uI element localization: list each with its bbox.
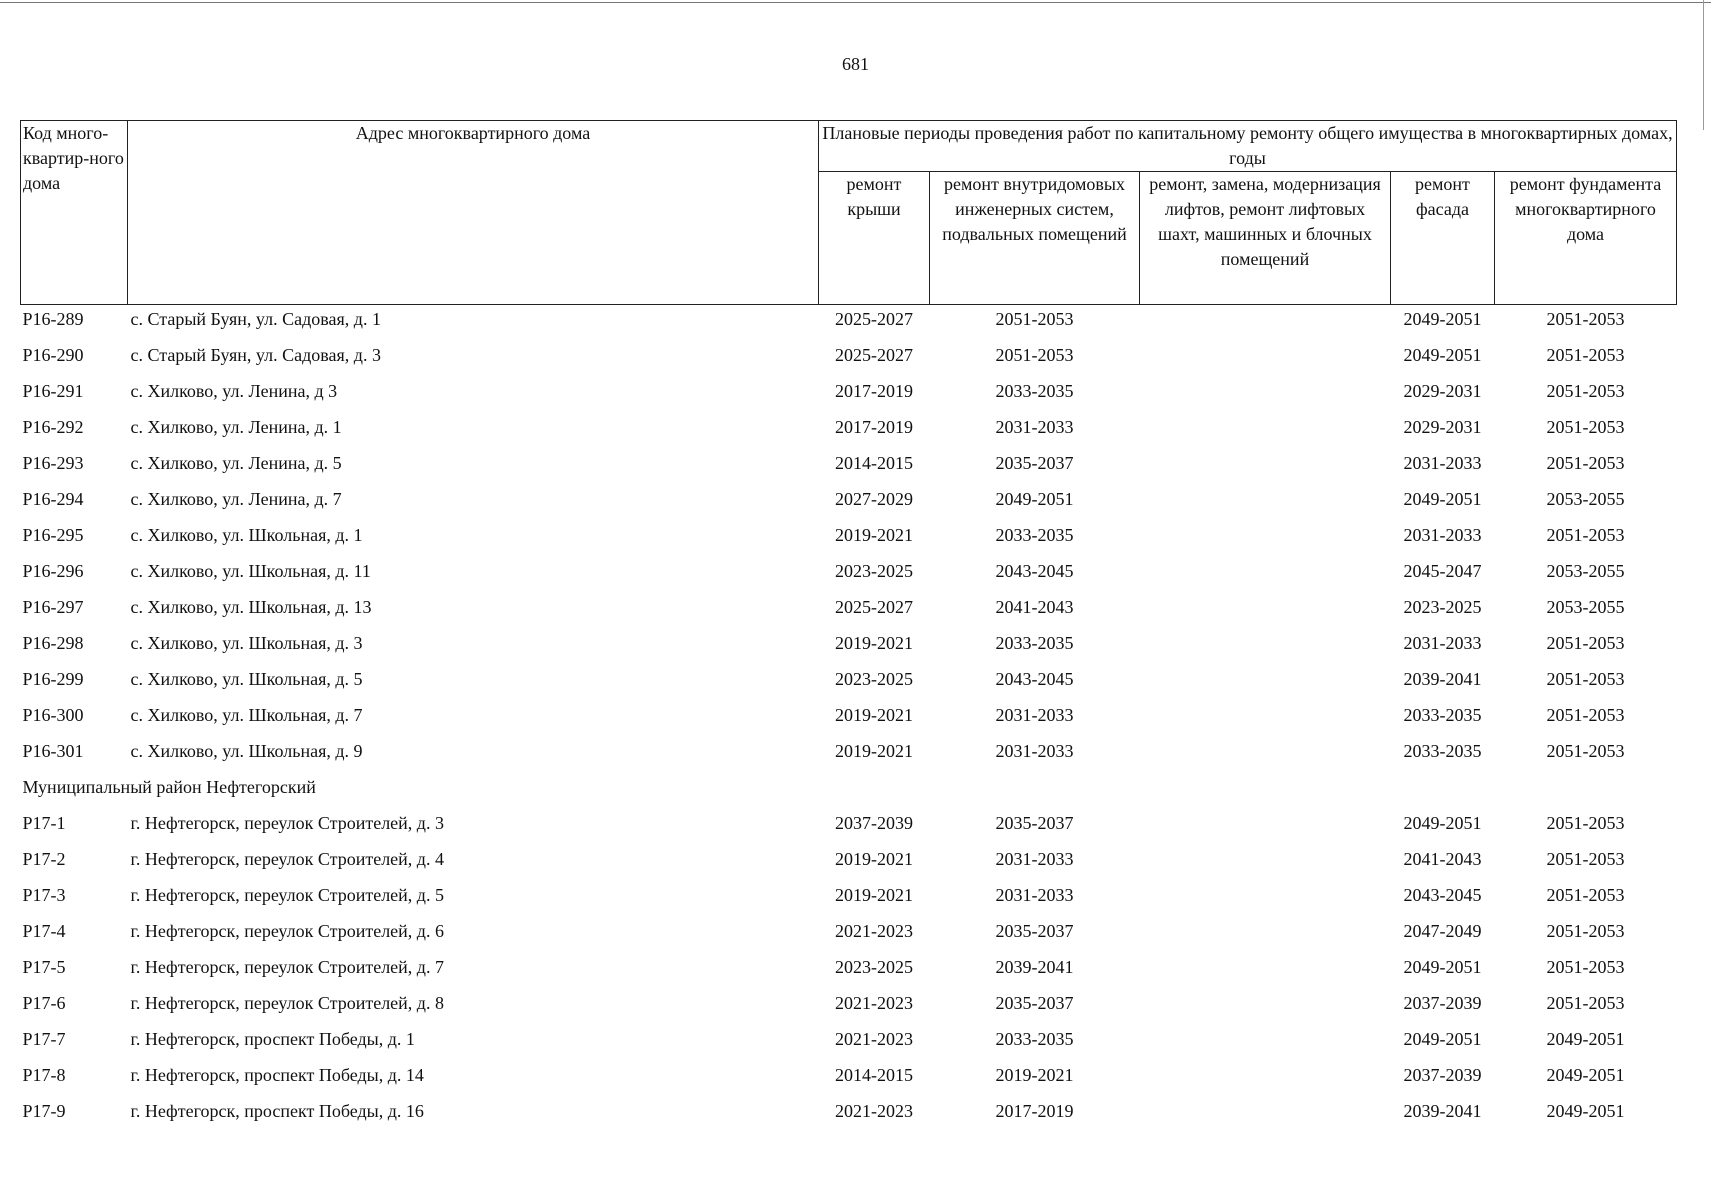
cell-building-code: Р16-293 xyxy=(22,453,84,473)
header-facade-repair: ремонт фасада xyxy=(1391,172,1495,305)
table-row xyxy=(21,665,1677,701)
cell-facade-period: 2049-2051 xyxy=(1403,489,1482,509)
cell-lift-period xyxy=(1140,809,1391,845)
cell-address: г. Нефтегорск, переулок Строителей, д. 7 xyxy=(130,957,444,977)
cell-lift-period xyxy=(1140,701,1391,737)
cell-foundation-period: 2051-2053 xyxy=(1546,741,1625,761)
cell-facade-period: 2031-2033 xyxy=(1403,453,1482,473)
cell-building-code: Р17-6 xyxy=(22,993,66,1013)
cell-engineering-period: 2041-2043 xyxy=(995,597,1074,617)
table-row xyxy=(21,593,1677,629)
cell-lift-period xyxy=(1140,341,1391,377)
cell-engineering-period: 2031-2033 xyxy=(995,849,1074,869)
cell-building-code: Р16-297 xyxy=(22,597,84,617)
cell-address: с. Хилково, ул. Школьная, д. 1 xyxy=(130,525,363,545)
cell-roof-period: 2023-2025 xyxy=(835,669,913,689)
cell-foundation-period: 2049-2051 xyxy=(1546,1065,1625,1085)
header-roof-repair: ремонт крыши xyxy=(819,172,930,305)
cell-engineering-period: 2051-2053 xyxy=(995,345,1074,365)
cell-foundation-period: 2051-2053 xyxy=(1546,885,1625,905)
table-row xyxy=(21,629,1677,665)
cell-lift-period xyxy=(1140,593,1391,629)
cell-roof-period: 2037-2039 xyxy=(835,813,913,833)
cell-address: г. Нефтегорск, переулок Строителей, д. 5 xyxy=(130,885,444,905)
cell-foundation-period: 2053-2055 xyxy=(1546,489,1625,509)
cell-roof-period: 2021-2023 xyxy=(835,993,913,1013)
cell-facade-period: 2039-2041 xyxy=(1403,1101,1482,1121)
cell-foundation-period: 2051-2053 xyxy=(1546,633,1625,653)
cell-foundation-period: 2051-2053 xyxy=(1546,417,1625,437)
cell-roof-period: 2019-2021 xyxy=(835,633,913,653)
cell-address: г. Нефтегорск, проспект Победы, д. 14 xyxy=(130,1065,424,1085)
table-header xyxy=(21,121,1677,305)
cell-building-code: Р16-291 xyxy=(22,381,84,401)
cell-address: с. Старый Буян, ул. Садовая, д. 3 xyxy=(130,345,381,365)
table-row xyxy=(21,701,1677,737)
header-engineering-repair: ремонт внутридомовых инженерных систем, подвальных помещений xyxy=(930,172,1140,305)
cell-facade-period: 2049-2051 xyxy=(1403,957,1482,977)
cell-roof-period: 2021-2023 xyxy=(835,1029,913,1049)
cell-lift-period xyxy=(1140,629,1391,665)
table-row xyxy=(21,485,1677,521)
table-row xyxy=(21,953,1677,989)
cell-facade-period: 2037-2039 xyxy=(1403,1065,1482,1085)
table-row xyxy=(21,737,1677,773)
cell-foundation-period: 2051-2053 xyxy=(1546,453,1625,473)
cell-building-code: Р17-7 xyxy=(22,1029,66,1049)
cell-lift-period xyxy=(1140,881,1391,917)
cell-foundation-period: 2051-2053 xyxy=(1546,525,1625,545)
cell-facade-period: 2037-2039 xyxy=(1403,993,1482,1013)
table-row xyxy=(21,1097,1677,1133)
cell-building-code: Р17-1 xyxy=(22,813,66,833)
cell-building-code: Р17-5 xyxy=(22,957,66,977)
header-building-code: Код много-квартир-ного дома xyxy=(21,121,128,305)
cell-address: г. Нефтегорск, проспект Победы, д. 16 xyxy=(130,1101,424,1121)
cell-engineering-period: 2031-2033 xyxy=(995,417,1074,437)
table-row xyxy=(21,881,1677,917)
cell-facade-period: 2031-2033 xyxy=(1403,525,1482,545)
cell-facade-period: 2049-2051 xyxy=(1403,813,1482,833)
cell-roof-period: 2017-2019 xyxy=(835,381,913,401)
repair-schedule-table xyxy=(20,120,1677,1133)
cell-address: с. Хилково, ул. Школьная, д. 13 xyxy=(130,597,372,617)
cell-building-code: Р17-8 xyxy=(22,1065,66,1085)
cell-building-code: Р17-9 xyxy=(22,1101,66,1121)
table-row xyxy=(21,557,1677,593)
cell-lift-period xyxy=(1140,485,1391,521)
cell-building-code: Р16-290 xyxy=(22,345,84,365)
cell-facade-period: 2033-2035 xyxy=(1403,705,1482,725)
cell-foundation-period: 2051-2053 xyxy=(1546,705,1625,725)
cell-facade-period: 2049-2051 xyxy=(1403,345,1482,365)
cell-roof-period: 2014-2015 xyxy=(835,1065,913,1085)
cell-building-code: Р17-4 xyxy=(22,921,66,941)
cell-facade-period: 2041-2043 xyxy=(1403,849,1482,869)
cell-address: с. Хилково, ул. Ленина, д. 7 xyxy=(130,489,342,509)
section-row xyxy=(21,773,1677,809)
cell-address: с. Хилково, ул. Школьная, д. 5 xyxy=(130,669,363,689)
table-row xyxy=(21,989,1677,1025)
cell-building-code: Р16-301 xyxy=(22,741,84,761)
cell-lift-period xyxy=(1140,449,1391,485)
top-scan-rule xyxy=(0,2,1711,3)
cell-roof-period: 2023-2025 xyxy=(835,561,913,581)
cell-building-code: Р16-294 xyxy=(22,489,84,509)
cell-address: с. Хилково, ул. Школьная, д. 11 xyxy=(130,561,371,581)
header-lift-repair: ремонт, замена, модернизация лифтов, ремонт лифтовых шахт, машинных и блочных помещений xyxy=(1140,172,1391,305)
cell-engineering-period: 2035-2037 xyxy=(995,453,1074,473)
cell-facade-period: 2049-2051 xyxy=(1403,1029,1482,1049)
cell-lift-period xyxy=(1140,665,1391,701)
cell-address: г. Нефтегорск, переулок Строителей, д. 3 xyxy=(130,813,444,833)
cell-engineering-period: 2033-2035 xyxy=(995,1029,1074,1049)
cell-roof-period: 2025-2027 xyxy=(835,309,913,329)
cell-foundation-period: 2051-2053 xyxy=(1546,921,1625,941)
cell-foundation-period: 2051-2053 xyxy=(1546,669,1625,689)
cell-lift-period xyxy=(1140,305,1391,342)
cell-lift-period xyxy=(1140,1061,1391,1097)
cell-foundation-period: 2053-2055 xyxy=(1546,561,1625,581)
cell-address: г. Нефтегорск, проспект Победы, д. 1 xyxy=(130,1029,415,1049)
cell-foundation-period: 2051-2053 xyxy=(1546,813,1625,833)
cell-address: с. Хилково, ул. Школьная, д. 7 xyxy=(130,705,363,725)
cell-address: г. Нефтегорск, переулок Строителей, д. 8 xyxy=(130,993,444,1013)
cell-lift-period xyxy=(1140,737,1391,773)
cell-foundation-period: 2051-2053 xyxy=(1546,849,1625,869)
table-row xyxy=(21,521,1677,557)
cell-address: с. Хилково, ул. Ленина, д 3 xyxy=(130,381,338,401)
cell-lift-period xyxy=(1140,1025,1391,1061)
cell-address: с. Хилково, ул. Школьная, д. 3 xyxy=(130,633,363,653)
cell-building-code: Р16-296 xyxy=(22,561,84,581)
table-body xyxy=(21,305,1677,1134)
cell-engineering-period: 2017-2019 xyxy=(995,1101,1074,1121)
table-row xyxy=(21,809,1677,845)
cell-lift-period xyxy=(1140,845,1391,881)
table-row xyxy=(21,917,1677,953)
cell-roof-period: 2019-2021 xyxy=(835,705,913,725)
cell-address: г. Нефтегорск, переулок Строителей, д. 6 xyxy=(130,921,444,941)
cell-building-code: Р16-300 xyxy=(22,705,84,725)
cell-facade-period: 2045-2047 xyxy=(1403,561,1482,581)
cell-address: с. Хилково, ул. Школьная, д. 9 xyxy=(130,741,363,761)
table-row xyxy=(21,1061,1677,1097)
page-number: 681 xyxy=(842,54,869,74)
cell-address: с. Хилково, ул. Ленина, д. 1 xyxy=(130,417,342,437)
cell-building-code: Р17-2 xyxy=(22,849,66,869)
section-title: Муниципальный район Нефтегорский xyxy=(22,777,316,797)
cell-building-code: Р16-295 xyxy=(22,525,84,545)
cell-roof-period: 2021-2023 xyxy=(835,1101,913,1121)
cell-address: с. Хилково, ул. Ленина, д. 5 xyxy=(130,453,342,473)
table-row xyxy=(21,341,1677,377)
cell-facade-period: 2023-2025 xyxy=(1403,597,1482,617)
cell-engineering-period: 2039-2041 xyxy=(995,957,1074,977)
cell-building-code: Р16-298 xyxy=(22,633,84,653)
cell-foundation-period: 2053-2055 xyxy=(1546,597,1625,617)
cell-facade-period: 2049-2051 xyxy=(1403,309,1482,329)
cell-lift-period xyxy=(1140,413,1391,449)
cell-lift-period xyxy=(1140,557,1391,593)
table-row xyxy=(21,449,1677,485)
cell-engineering-period: 2031-2033 xyxy=(995,705,1074,725)
cell-facade-period: 2029-2031 xyxy=(1403,381,1482,401)
table-row xyxy=(21,413,1677,449)
header-foundation-repair: ремонт фундамента многоквартирного дома xyxy=(1495,172,1677,305)
cell-roof-period: 2017-2019 xyxy=(835,417,913,437)
cell-engineering-period: 2033-2035 xyxy=(995,633,1074,653)
cell-lift-period xyxy=(1140,917,1391,953)
header-address: Адрес многоквартирного дома xyxy=(128,121,819,305)
cell-building-code: Р16-292 xyxy=(22,417,84,437)
cell-roof-period: 2019-2021 xyxy=(835,741,913,761)
table-row xyxy=(21,305,1677,342)
cell-lift-period xyxy=(1140,989,1391,1025)
cell-foundation-period: 2051-2053 xyxy=(1546,381,1625,401)
cell-facade-period: 2043-2045 xyxy=(1403,885,1482,905)
cell-foundation-period: 2049-2051 xyxy=(1546,1029,1625,1049)
header-planned-periods: Плановые периоды проведения работ по капитальному ремонту общего имущества в многоквартирных домах, годы xyxy=(819,121,1677,172)
cell-roof-period: 2019-2021 xyxy=(835,849,913,869)
cell-roof-period: 2021-2023 xyxy=(835,921,913,941)
cell-engineering-period: 2019-2021 xyxy=(995,1065,1074,1085)
table-row xyxy=(21,845,1677,881)
cell-engineering-period: 2035-2037 xyxy=(995,993,1074,1013)
cell-facade-period: 2047-2049 xyxy=(1403,921,1482,941)
cell-roof-period: 2019-2021 xyxy=(835,525,913,545)
cell-lift-period xyxy=(1140,521,1391,557)
cell-roof-period: 2023-2025 xyxy=(835,957,913,977)
cell-foundation-period: 2051-2053 xyxy=(1546,309,1625,329)
cell-engineering-period: 2031-2033 xyxy=(995,741,1074,761)
cell-foundation-period: 2051-2053 xyxy=(1546,993,1625,1013)
cell-address: с. Старый Буян, ул. Садовая, д. 1 xyxy=(130,309,381,329)
cell-roof-period: 2027-2029 xyxy=(835,489,913,509)
cell-lift-period xyxy=(1140,953,1391,989)
cell-facade-period: 2031-2033 xyxy=(1403,633,1482,653)
cell-engineering-period: 2031-2033 xyxy=(995,885,1074,905)
cell-engineering-period: 2051-2053 xyxy=(995,309,1074,329)
cell-roof-period: 2019-2021 xyxy=(835,885,913,905)
cell-facade-period: 2033-2035 xyxy=(1403,741,1482,761)
cell-foundation-period: 2049-2051 xyxy=(1546,1101,1625,1121)
cell-engineering-period: 2033-2035 xyxy=(995,525,1074,545)
table-row xyxy=(21,377,1677,413)
cell-building-code: Р16-299 xyxy=(22,669,84,689)
cell-lift-period xyxy=(1140,1097,1391,1133)
cell-building-code: Р16-289 xyxy=(22,309,84,329)
cell-roof-period: 2025-2027 xyxy=(835,597,913,617)
cell-roof-period: 2014-2015 xyxy=(835,453,913,473)
cell-engineering-period: 2033-2035 xyxy=(995,381,1074,401)
cell-foundation-period: 2051-2053 xyxy=(1546,345,1625,365)
cell-building-code: Р17-3 xyxy=(22,885,66,905)
cell-roof-period: 2025-2027 xyxy=(835,345,913,365)
cell-engineering-period: 2043-2045 xyxy=(995,561,1074,581)
cell-engineering-period: 2049-2051 xyxy=(995,489,1074,509)
cell-lift-period xyxy=(1140,377,1391,413)
cell-facade-period: 2039-2041 xyxy=(1403,669,1482,689)
cell-address: г. Нефтегорск, переулок Строителей, д. 4 xyxy=(130,849,444,869)
cell-engineering-period: 2035-2037 xyxy=(995,921,1074,941)
cell-engineering-period: 2043-2045 xyxy=(995,669,1074,689)
cell-foundation-period: 2051-2053 xyxy=(1546,957,1625,977)
table-row xyxy=(21,1025,1677,1061)
cell-engineering-period: 2035-2037 xyxy=(995,813,1074,833)
cell-facade-period: 2029-2031 xyxy=(1403,417,1482,437)
